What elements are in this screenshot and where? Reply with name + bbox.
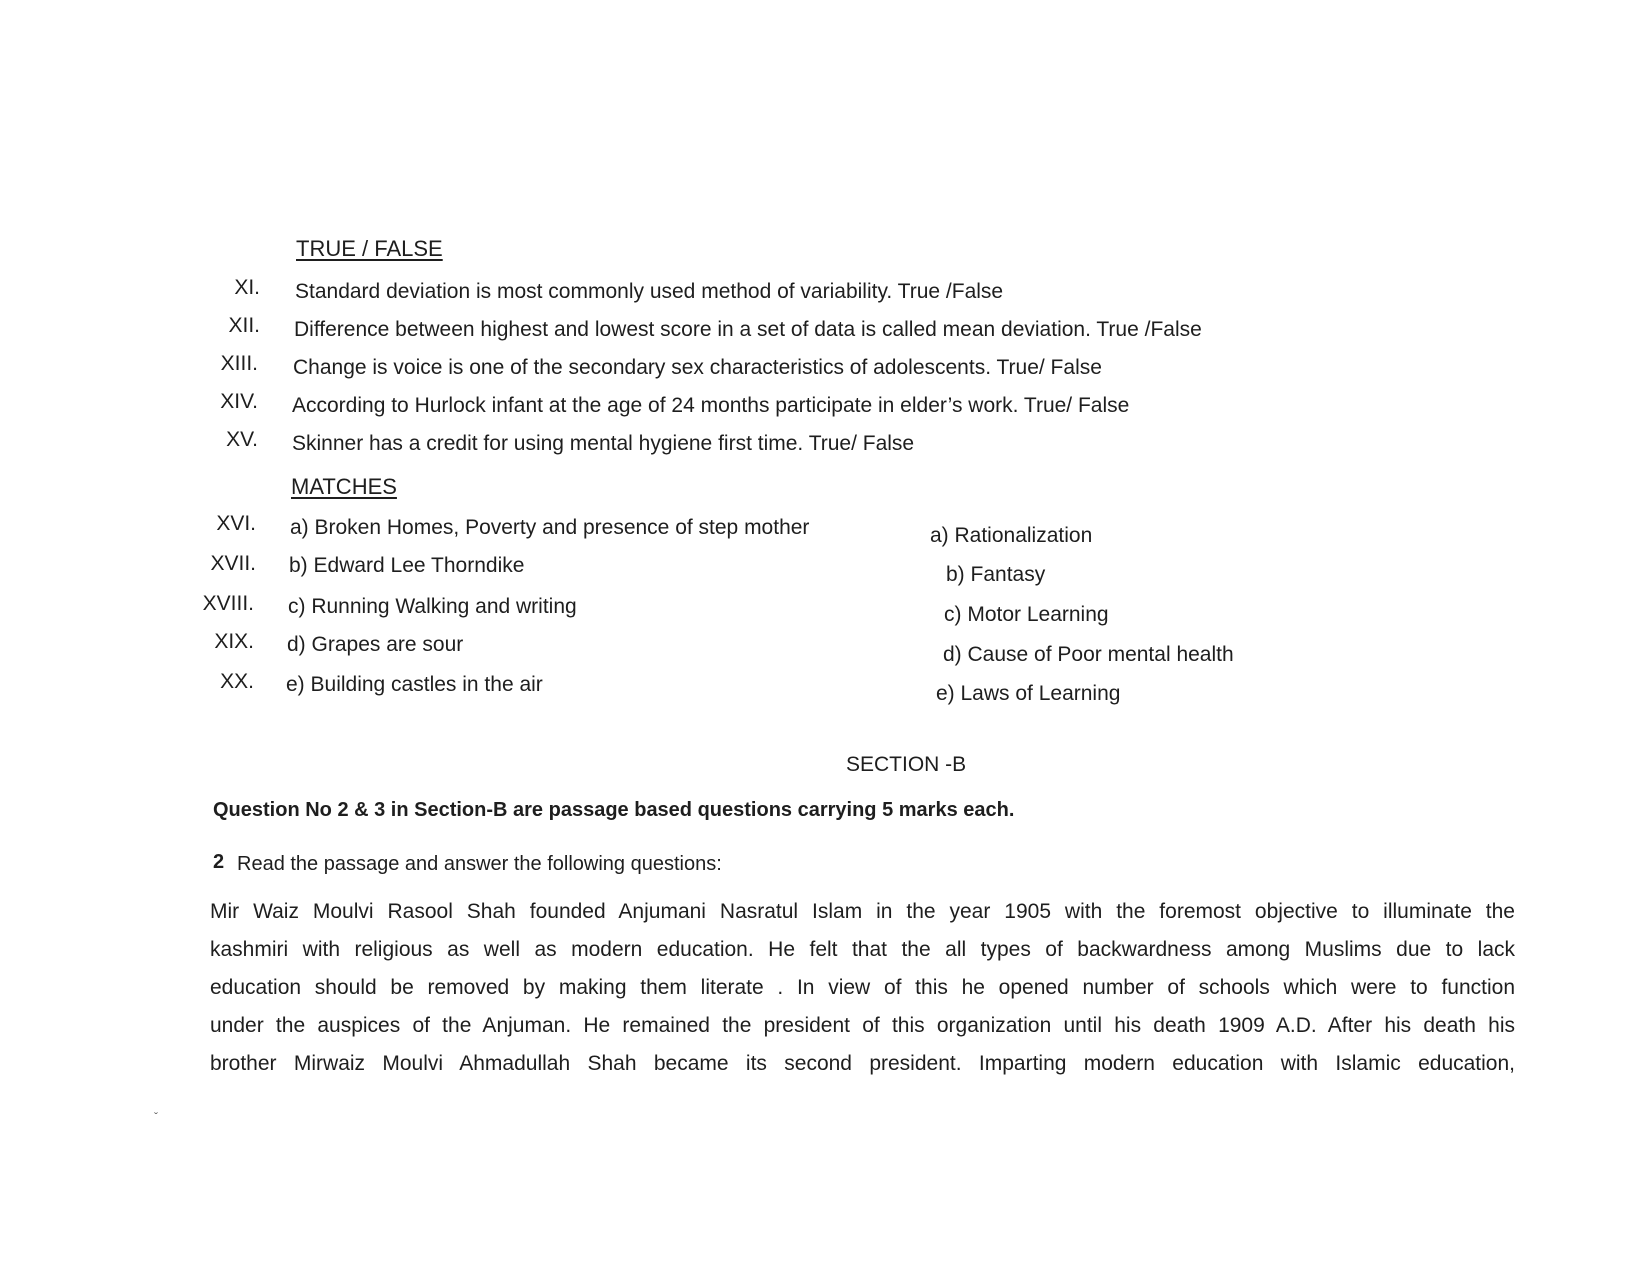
question-number: XIII. <box>220 352 258 375</box>
true-false-statement: According to Hurlock infant at the age of 24 months participate in elder’s work. True/ False <box>292 394 1130 417</box>
match-left-item: e) Building castles in the air <box>286 673 543 696</box>
question-number: XI. <box>234 276 260 299</box>
question-number: XVIII. <box>202 592 254 615</box>
match-left-item: c) Running Walking and writing <box>288 595 577 618</box>
question-number: XIX. <box>214 630 254 653</box>
question-number: 2 <box>213 851 225 873</box>
question-number: XVII. <box>210 552 256 575</box>
passage-line: Mir Waiz Moulvi Rasool Shah founded Anjumani Nasratul Islam in the year 1905 with the foremost objective to illuminate the <box>210 900 1515 923</box>
passage-line: kashmiri with religious as well as modern education. He felt that the all types of backwardness among Muslims due to lack <box>210 938 1515 961</box>
match-left-item: b) Edward Lee Thorndike <box>289 554 525 577</box>
question-prompt: Read the passage and answer the following questions: <box>237 853 722 875</box>
section-instruction: Question No 2 & 3 in Section-B are passage based questions carrying 5 marks each. <box>213 799 1015 821</box>
question-number: XIV. <box>220 390 258 413</box>
reading-passage <box>210 893 1515 1083</box>
passage-line: brother Mirwaiz Moulvi Ahmadullah Shah became its second president. Imparting modern education with Islamic education, <box>210 1052 1515 1075</box>
match-right-item: c) Motor Learning <box>944 603 1109 626</box>
passage-line: under the auspices of the Anjuman. He remained the president of this organization until his death 1909 A.D. After his death his <box>210 1014 1515 1037</box>
true-false-heading: TRUE / FALSE <box>296 236 443 261</box>
question-number: XII. <box>228 314 260 337</box>
match-right-item: d) Cause of Poor mental health <box>943 643 1234 666</box>
section-b-title: SECTION -B <box>846 753 967 776</box>
scan-mark: ˇ <box>154 1110 158 1124</box>
true-false-statement: Standard deviation is most commonly used method of variability. True /False <box>295 280 1004 303</box>
passage-line: education should be removed by making them literate . In view of this he opened number of schools which were to function <box>210 976 1515 999</box>
match-right-item: b) Fantasy <box>946 563 1046 586</box>
matches-heading: MATCHES <box>291 474 397 499</box>
question-number: XV. <box>226 428 258 451</box>
question-number: XVI. <box>216 512 256 535</box>
match-left-item: d) Grapes are sour <box>287 633 464 656</box>
match-right-item: e) Laws of Learning <box>936 682 1121 705</box>
true-false-statement: Skinner has a credit for using mental hygiene first time. True/ False <box>292 432 915 455</box>
match-left-item: a) Broken Homes, Poverty and presence of step mother <box>290 516 810 539</box>
question-number: XX. <box>220 670 254 693</box>
match-right-item: a) Rationalization <box>930 524 1093 547</box>
true-false-statement: Change is voice is one of the secondary sex characteristics of adolescents. True/ False <box>293 356 1102 379</box>
true-false-statement: Difference between highest and lowest score in a set of data is called mean deviation. True /False <box>294 318 1202 341</box>
